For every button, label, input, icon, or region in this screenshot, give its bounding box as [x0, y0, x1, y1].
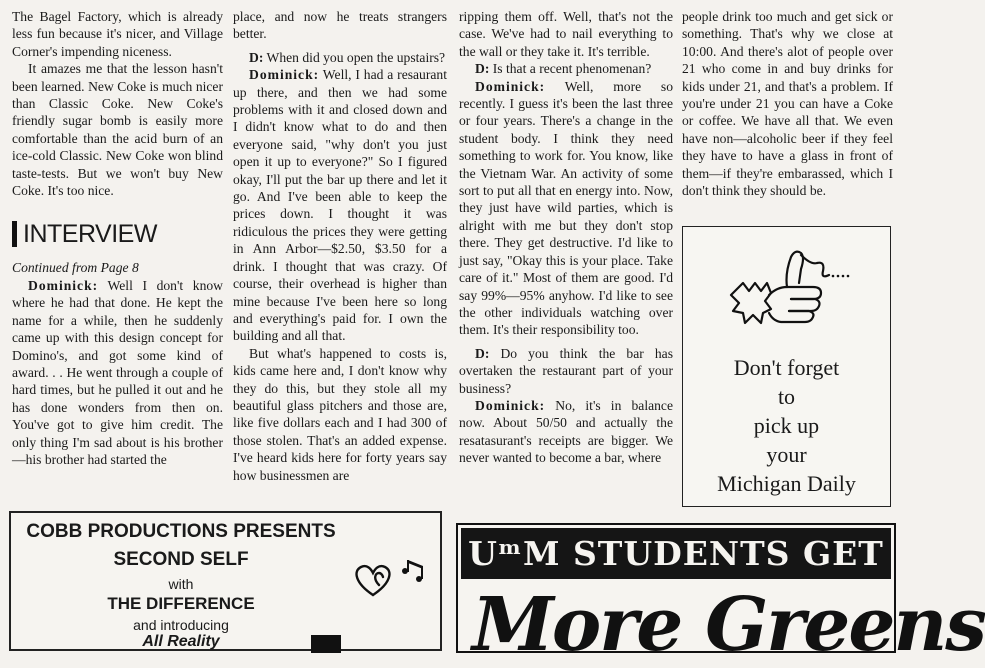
more-greens-script: More Greens: [472, 582, 985, 668]
speaker-label: Dominick:: [475, 78, 546, 94]
question-label: D:: [475, 61, 490, 77]
article-column-3: [459, 8, 673, 467]
answer: [233, 66, 447, 345]
um-students-ad: [456, 523, 985, 668]
paragraph: people drink too much and get sick or something. That's why we close at 10:00. And there's alot of people over 21 who come in and buy drinks for kids under 21, and that's a problem. If you're under 21 you can have a Coke or coffee. We have all that. We even have non—alcoholic beer if they feel they have to have a glass in front of them—if they're embarassed, which I don't think they should be.: [682, 9, 893, 199]
cobb-band-the-difference: THE DIFFERENCE: [107, 594, 255, 613]
paragraph: [12, 277, 223, 468]
question-text: When did you open the upstairs?: [263, 49, 446, 65]
article-column-2: [233, 8, 447, 484]
heading-rule: [12, 221, 17, 247]
paragraph-text: Well I don't know where he had that done. He kept the name for a while, then he suddenly came up with this design concept for Domino's, and got some kind of award. . . He went through a couple of hard times, but he pulled it out and he has done wonders from then on. You've got to give him credit. The only thing I'm sad about is his brother—his brother had started the: [12, 277, 223, 467]
cobb-band-second-self: SECOND SELF: [113, 549, 249, 570]
um-students-headline: UᵐM STUDENTS GET: [461, 528, 891, 579]
question-text: Is that a recent phenomenan?: [489, 61, 652, 77]
question: [459, 60, 673, 77]
question-label: D:: [249, 49, 264, 65]
question-label: D:: [475, 345, 490, 361]
paragraph: It amazes me that the lesson hasn't been learned. New Coke is much nicer than Classic Coke. New Coke's friendly sugar bomb is easily more comfortable than the acid burn of an ice-cold Classic. New Coke won blind taste-tests. But we won't buy New Coke. It's too nice.: [12, 61, 223, 199]
hearts-music-icon: [349, 557, 431, 601]
article-column-4: [682, 8, 893, 199]
black-graphic-block: [311, 635, 341, 653]
speaker-label: Dominick:: [28, 277, 99, 293]
answer-text: Well, more so recently. I guess it's been the last three or four years. There's a change in the student body. I think they need something to work for. You know, like the Vietnam War. An activity of some sort to put all that en energy into. Now, they just have wild parties, which is alright with me but they don't stop there. They get destructive. I'd like to just say, "Okay this is your place. Take care of it." Most of them are good. I'd say 99%—95% anyhow. I'd like to see the other individuals watching over them. It's their responsibility too.: [459, 78, 673, 338]
thumbs-up-hand-icon: [721, 243, 851, 343]
cobb-presents: COBB PRODUCTIONS PRESENTS: [26, 521, 336, 542]
question: [459, 345, 673, 397]
daily-line: to: [777, 384, 796, 409]
daily-line: your: [766, 442, 807, 467]
daily-line: Michigan Daily: [717, 471, 856, 496]
speaker-label: Dominick:: [249, 67, 320, 83]
answer-text: Well, I had a resaurant up there, and then we had some problems with it and closed down and I didn't know what to do and then everyone said, "why don't you just open it up to everyone?" So I figured okay, I'll put the bar up there and let it go. And I've been able to keep the prices down. I thought it was ridiculous the prices they were getting in Ann Arbor—$2.50, $3.50 for a drink. I thought that was crazy. Of course, their overhead is higher than mine because I've been here so long and everything's paid for. I own the building and all that.: [233, 67, 447, 344]
speaker-label: Dominick:: [475, 397, 546, 413]
paragraph: The Bagel Factory, which is already less fun because it's nicer, and Village Corner's impending niceness.: [12, 9, 223, 59]
continued-from-note: Continued from Page 8: [12, 260, 139, 276]
cobb-introducing: and introducing: [133, 617, 229, 633]
paragraph: But what's happened to costs is, kids came here and, I don't know why they do this, but they stole all my beautiful glass pitchers and those are, like five dollars each and I had 300 of those stolen. That's an added expense. I've heard kids here for forty years say how businessmen are: [233, 345, 447, 483]
interview-heading: INTERVIEW: [23, 219, 157, 248]
daily-line: Don't forget: [733, 355, 840, 380]
answer: [459, 397, 673, 467]
daily-line: pick up: [753, 413, 820, 438]
question-text: Do you think the bar has overtaken the restaurant part of your business?: [459, 345, 673, 396]
cobb-productions-ad: [9, 511, 442, 651]
section-heading: [12, 221, 223, 247]
answer: [459, 78, 673, 339]
answer-text: No, it's in balance now. About 50/50 and actually the resatasurant's receipts are bigger. We never wanted to become a bar, where: [459, 397, 673, 466]
cobb-with: with: [168, 576, 194, 592]
question: [233, 49, 447, 66]
cobb-band-all-reality: All Reality: [142, 633, 220, 650]
paragraph: ripping them off. Well, that's not the case. We've had to nail everything to the wall or they take it. It's terrible.: [459, 9, 673, 59]
paragraph: place, and now he treats strangers better.: [233, 9, 447, 42]
article-column-1: [12, 8, 223, 468]
michigan-daily-ad: [682, 226, 891, 507]
daily-reminder-text: [683, 353, 890, 498]
